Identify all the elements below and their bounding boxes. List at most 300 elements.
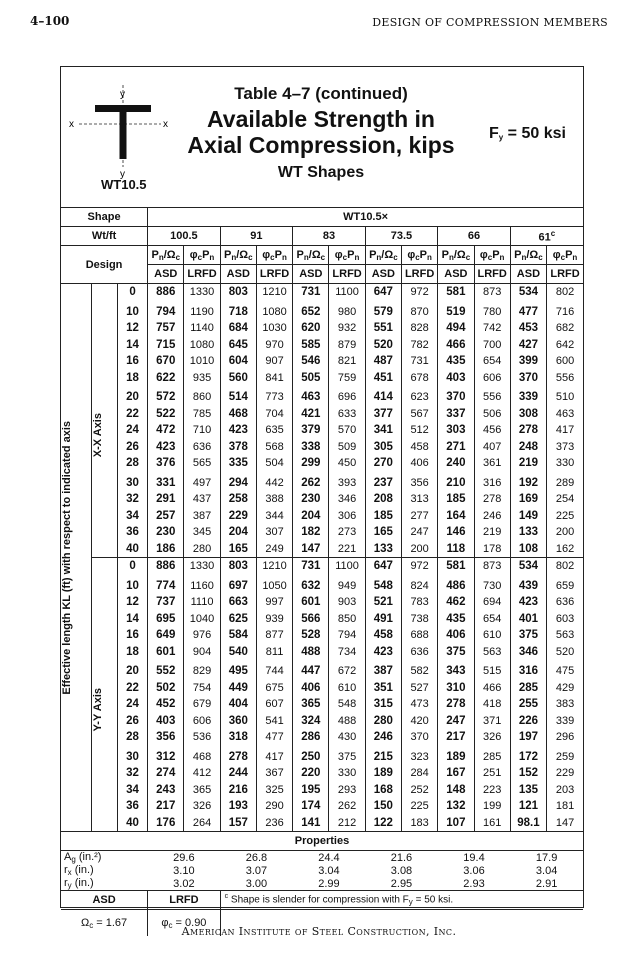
kl-value: 24 bbox=[126, 698, 139, 711]
kl-value: 22 bbox=[126, 407, 139, 420]
asd-value: 98.1 bbox=[510, 815, 546, 832]
asd-value: 505 bbox=[293, 370, 329, 387]
lrfd-footer-label: LRFD bbox=[148, 891, 221, 910]
asd-value: 280 bbox=[365, 713, 401, 730]
table-row bbox=[61, 680, 583, 697]
asd-value: 165 bbox=[365, 524, 401, 541]
lrfd-value: 509 bbox=[329, 439, 365, 456]
asd-value: 406 bbox=[293, 680, 329, 697]
asd-value: 150 bbox=[365, 798, 401, 815]
lrfd-value: 802 bbox=[547, 558, 583, 575]
lrfd-value: 907 bbox=[256, 353, 292, 370]
lrfd-value: 773 bbox=[256, 386, 292, 406]
table-row bbox=[61, 439, 583, 456]
lrfd-value: 442 bbox=[256, 472, 292, 492]
property-label: $r_x$ (in.) bbox=[64, 864, 94, 877]
asd-value: 715 bbox=[148, 337, 184, 354]
lrfd-value: 326 bbox=[184, 798, 220, 815]
lrfd-value: 345 bbox=[184, 524, 220, 541]
asd-value: 403 bbox=[148, 713, 184, 730]
asd-value: 195 bbox=[293, 782, 329, 799]
asd-value: 370 bbox=[438, 386, 474, 406]
property-value: 3.10 bbox=[173, 864, 195, 877]
asd-value: 560 bbox=[220, 370, 256, 387]
asd-value: 546 bbox=[293, 353, 329, 370]
lrfd-value: 679 bbox=[184, 696, 220, 713]
asd-value: 152 bbox=[510, 765, 546, 782]
asd-value: 305 bbox=[365, 439, 401, 456]
table-row bbox=[61, 558, 583, 575]
kl-value: 22 bbox=[126, 681, 139, 694]
table-row bbox=[61, 798, 583, 815]
kl-axis-label-cell bbox=[61, 284, 91, 832]
asd-value: 197 bbox=[510, 729, 546, 746]
lrfd-value: 949 bbox=[329, 575, 365, 595]
lrfd-value: 420 bbox=[401, 713, 437, 730]
asd-value: 581 bbox=[438, 284, 474, 301]
asd-value: 387 bbox=[365, 660, 401, 680]
table-title-line1: Available Strength in bbox=[207, 106, 435, 132]
lrfd-value: 794 bbox=[329, 627, 365, 644]
asd-value: 427 bbox=[510, 337, 546, 354]
lrfd-value: 659 bbox=[547, 575, 583, 595]
asd-value: 803 bbox=[220, 284, 256, 301]
y-axis-bottom-label: y bbox=[120, 169, 125, 180]
asd-value: 463 bbox=[293, 386, 329, 406]
lrfd-value: 1110 bbox=[184, 594, 220, 611]
phi-value: $\varphi_c = 0.90$ bbox=[148, 910, 221, 937]
lrfd-value: 223 bbox=[474, 782, 510, 799]
lrfd-value: 162 bbox=[547, 541, 583, 558]
table-row bbox=[61, 696, 583, 713]
table-row bbox=[61, 284, 583, 301]
lrfd-value: 437 bbox=[184, 491, 220, 508]
lrfd-value: 688 bbox=[401, 627, 437, 644]
asd-value: 147 bbox=[293, 541, 329, 558]
table-row bbox=[61, 455, 583, 472]
lrfd-value: 860 bbox=[184, 386, 220, 406]
lrfd-value: 252 bbox=[401, 782, 437, 799]
table-row bbox=[61, 815, 583, 832]
asd-value: 135 bbox=[510, 782, 546, 799]
lrfd-value: 563 bbox=[474, 644, 510, 661]
asd-value: 226 bbox=[510, 713, 546, 730]
asd-value: 312 bbox=[148, 746, 184, 766]
kl-value: 28 bbox=[126, 457, 139, 470]
lrfd-value: 181 bbox=[547, 798, 583, 815]
kl-value: 0 bbox=[129, 286, 136, 299]
property-row bbox=[61, 851, 583, 865]
lrfd-value: 290 bbox=[256, 798, 292, 815]
asd-value: 435 bbox=[438, 611, 474, 628]
lrfd-value: 606 bbox=[184, 713, 220, 730]
asd-value: 356 bbox=[148, 729, 184, 746]
asd-value: 649 bbox=[148, 627, 184, 644]
lrfd-value: 877 bbox=[256, 627, 292, 644]
asd-value: 257 bbox=[148, 508, 184, 525]
design-header: Design bbox=[61, 246, 148, 284]
lrfd-value: 219 bbox=[474, 524, 510, 541]
lrfd-value: 879 bbox=[329, 337, 365, 354]
asd-value: 148 bbox=[438, 782, 474, 799]
asd-value: 331 bbox=[148, 472, 184, 492]
asd-value: 343 bbox=[438, 660, 474, 680]
kl-value: 24 bbox=[126, 424, 139, 437]
table-row bbox=[61, 508, 583, 525]
asd-value: 423 bbox=[148, 439, 184, 456]
asd-value: 488 bbox=[293, 644, 329, 661]
lrfd-value: 229 bbox=[547, 765, 583, 782]
table-row bbox=[61, 746, 583, 766]
lrfd-value: 754 bbox=[184, 680, 220, 697]
lrfd-value: 1040 bbox=[184, 611, 220, 628]
lrfd-value: 903 bbox=[329, 594, 365, 611]
lrfd-value: 504 bbox=[256, 455, 292, 472]
lrfd-value: 904 bbox=[184, 644, 220, 661]
asd-value: 141 bbox=[293, 815, 329, 832]
lrfd-value: 1210 bbox=[256, 284, 292, 301]
asd-value: 375 bbox=[510, 627, 546, 644]
property-value: 21.6 bbox=[390, 851, 413, 864]
slender-footnote: $^c$ Shape is slender for compression with $F_y = 50$ ksi. bbox=[220, 891, 583, 910]
lrfd-value: 548 bbox=[329, 696, 365, 713]
asd-value: 133 bbox=[510, 524, 546, 541]
property-value: 3.00 bbox=[245, 877, 268, 890]
lrfd-value: 200 bbox=[401, 541, 437, 558]
asd-value: 341 bbox=[365, 422, 401, 439]
asd-value: 774 bbox=[148, 575, 184, 595]
asd-value: 278 bbox=[510, 422, 546, 439]
lrfd-value: 473 bbox=[401, 696, 437, 713]
lrfd-value: 406 bbox=[401, 455, 437, 472]
lrfd-value: 418 bbox=[474, 696, 510, 713]
kl-value: 40 bbox=[126, 816, 139, 829]
lrfd-value: 456 bbox=[474, 422, 510, 439]
lrfd-value: 512 bbox=[401, 422, 437, 439]
lrfd-value: 536 bbox=[184, 729, 220, 746]
asd-value: 737 bbox=[148, 594, 184, 611]
lrfd-value: 289 bbox=[547, 472, 583, 492]
asd-value: 167 bbox=[438, 765, 474, 782]
lrfd-value: 407 bbox=[474, 439, 510, 456]
pn-omega-header: $P_n/\Omega_c$ bbox=[365, 246, 401, 265]
asd-value: 185 bbox=[365, 508, 401, 525]
lrfd-value: 515 bbox=[474, 660, 510, 680]
table-row bbox=[61, 370, 583, 387]
lrfd-value: 1100 bbox=[329, 284, 365, 301]
phi-pn-header: $\varphi_cP_n$ bbox=[256, 246, 292, 265]
asd-value: 122 bbox=[365, 815, 401, 832]
lrfd-value: 1010 bbox=[184, 353, 220, 370]
lrfd-value: 488 bbox=[329, 713, 365, 730]
asd-value: 423 bbox=[365, 644, 401, 661]
lrfd-value: 731 bbox=[401, 353, 437, 370]
phi-pn-header: $\varphi_cP_n$ bbox=[474, 246, 510, 265]
lrfd-value: 477 bbox=[256, 729, 292, 746]
lrfd-value: 802 bbox=[547, 284, 583, 301]
lrfd-value: 782 bbox=[401, 337, 437, 354]
asd-value: 534 bbox=[510, 284, 546, 301]
table-row bbox=[61, 301, 583, 321]
asd-value: 286 bbox=[293, 729, 329, 746]
kl-value: 30 bbox=[126, 750, 139, 763]
property-value: 3.02 bbox=[173, 877, 195, 890]
weight-header: 91 bbox=[220, 227, 293, 246]
asd-value: 108 bbox=[510, 541, 546, 558]
lrfd-value: 249 bbox=[256, 541, 292, 558]
property-value: 3.06 bbox=[463, 864, 485, 877]
asd-value: 243 bbox=[148, 782, 184, 799]
lrfd-value: 633 bbox=[329, 406, 365, 423]
kl-value: 30 bbox=[126, 476, 139, 489]
lrfd-value: 1190 bbox=[184, 301, 220, 321]
lrfd-value: 259 bbox=[547, 746, 583, 766]
lrfd-value: 326 bbox=[474, 729, 510, 746]
table-row bbox=[61, 406, 583, 423]
pn-omega-header: $P_n/\Omega_c$ bbox=[148, 246, 184, 265]
table-row bbox=[61, 782, 583, 799]
shape-designation: WT10.5 bbox=[101, 177, 147, 192]
table-row bbox=[61, 644, 583, 661]
table-title-line2: Axial Compression, kips bbox=[187, 132, 455, 158]
asd-value: 182 bbox=[293, 524, 329, 541]
lrfd-value: 759 bbox=[329, 370, 365, 387]
table-row bbox=[61, 729, 583, 746]
axis-name-cell bbox=[91, 558, 117, 832]
asd-value: 255 bbox=[510, 696, 546, 713]
asd-value: 230 bbox=[293, 491, 329, 508]
lrfd-header: LRFD bbox=[329, 265, 365, 284]
asd-value: 246 bbox=[365, 729, 401, 746]
asd-value: 258 bbox=[220, 491, 256, 508]
table-row bbox=[61, 575, 583, 595]
phi-pn-header: $\varphi_cP_n$ bbox=[547, 246, 583, 265]
phi-pn-header: $\varphi_cP_n$ bbox=[329, 246, 365, 265]
asd-value: 647 bbox=[365, 284, 401, 301]
lrfd-value: 654 bbox=[474, 353, 510, 370]
lrfd-value: 603 bbox=[547, 611, 583, 628]
asd-value: 421 bbox=[293, 406, 329, 423]
table-row bbox=[61, 472, 583, 492]
lrfd-value: 582 bbox=[401, 660, 437, 680]
kl-value: 18 bbox=[126, 371, 139, 384]
lrfd-value: 716 bbox=[547, 301, 583, 321]
lrfd-value: 361 bbox=[474, 455, 510, 472]
asd-value: 462 bbox=[438, 594, 474, 611]
kl-value: 34 bbox=[126, 783, 139, 796]
phi-pn-header: $\varphi_cP_n$ bbox=[401, 246, 437, 265]
lrfd-value: 254 bbox=[547, 491, 583, 508]
asd-value: 316 bbox=[510, 660, 546, 680]
lrfd-value: 520 bbox=[547, 644, 583, 661]
asd-value: 439 bbox=[510, 575, 546, 595]
asd-value: 164 bbox=[438, 508, 474, 525]
lrfd-value: 264 bbox=[184, 815, 220, 832]
lrfd-value: 497 bbox=[184, 472, 220, 492]
asd-value: 584 bbox=[220, 627, 256, 644]
asd-value: 601 bbox=[293, 594, 329, 611]
lrfd-value: 785 bbox=[184, 406, 220, 423]
asd-value: 365 bbox=[293, 696, 329, 713]
property-row bbox=[61, 864, 583, 877]
asd-value: 210 bbox=[438, 472, 474, 492]
lrfd-value: 678 bbox=[401, 370, 437, 387]
kl-value: 0 bbox=[117, 558, 147, 575]
asd-value: 107 bbox=[438, 815, 474, 832]
lrfd-value: 417 bbox=[547, 422, 583, 439]
lrfd-value: 199 bbox=[474, 798, 510, 815]
asd-value: 695 bbox=[148, 611, 184, 628]
lrfd-value: 450 bbox=[329, 455, 365, 472]
asd-value: 435 bbox=[438, 353, 474, 370]
axis-name-cell bbox=[91, 284, 117, 558]
asd-value: 886 bbox=[148, 284, 184, 301]
lrfd-value: 278 bbox=[474, 491, 510, 508]
pn-omega-header: $P_n/\Omega_c$ bbox=[510, 246, 546, 265]
lrfd-value: 607 bbox=[256, 696, 292, 713]
x-axis-right-label: x bbox=[163, 119, 168, 130]
kl-value: 20 bbox=[126, 391, 139, 404]
asd-value: 625 bbox=[220, 611, 256, 628]
lrfd-value: 307 bbox=[256, 524, 292, 541]
lrfd-value: 356 bbox=[401, 472, 437, 492]
asd-value: 274 bbox=[148, 765, 184, 782]
lrfd-value: 850 bbox=[329, 611, 365, 628]
lrfd-value: 330 bbox=[547, 455, 583, 472]
asd-value: 647 bbox=[365, 558, 401, 575]
kl-value: 12 bbox=[126, 322, 139, 335]
asd-value: 522 bbox=[148, 406, 184, 423]
asd-value: 423 bbox=[220, 422, 256, 439]
lrfd-value: 570 bbox=[329, 422, 365, 439]
phi-pn-header: $\varphi_cP_n$ bbox=[184, 246, 220, 265]
shape-name: WT10.5× bbox=[148, 208, 583, 227]
asd-value: 189 bbox=[365, 765, 401, 782]
asd-value: 519 bbox=[438, 301, 474, 321]
kl-value: 28 bbox=[126, 731, 139, 744]
lrfd-value: 183 bbox=[401, 815, 437, 832]
asd-value: 552 bbox=[148, 660, 184, 680]
lrfd-value: 247 bbox=[401, 524, 437, 541]
asd-value: 404 bbox=[220, 696, 256, 713]
asd-value: 208 bbox=[365, 491, 401, 508]
lrfd-header: LRFD bbox=[547, 265, 583, 284]
lrfd-value: 203 bbox=[547, 782, 583, 799]
lrfd-value: 841 bbox=[256, 370, 292, 387]
page-footer bbox=[0, 925, 638, 938]
asd-value: 803 bbox=[220, 558, 256, 575]
lrfd-value: 972 bbox=[401, 558, 437, 575]
table-row bbox=[61, 594, 583, 611]
asd-value: 632 bbox=[293, 575, 329, 595]
asd-header: ASD bbox=[510, 265, 546, 284]
lrfd-value: 935 bbox=[184, 370, 220, 387]
table-subtitle: WT Shapes bbox=[277, 164, 365, 181]
asd-value: 423 bbox=[510, 594, 546, 611]
asd-value: 185 bbox=[438, 491, 474, 508]
asd-value: 270 bbox=[365, 455, 401, 472]
lrfd-value: 344 bbox=[256, 508, 292, 525]
asd-value: 375 bbox=[438, 644, 474, 661]
lrfd-value: 417 bbox=[256, 746, 292, 766]
asd-value: 370 bbox=[510, 370, 546, 387]
xx-axis-label: X-X Axis bbox=[91, 413, 104, 458]
table-row bbox=[61, 491, 583, 508]
lrfd-value: 367 bbox=[256, 765, 292, 782]
lrfd-value: 783 bbox=[401, 594, 437, 611]
asd-value: 216 bbox=[220, 782, 256, 799]
lrfd-value: 730 bbox=[474, 575, 510, 595]
lrfd-value: 370 bbox=[401, 729, 437, 746]
asd-value: 652 bbox=[293, 301, 329, 321]
asd-value: 406 bbox=[438, 627, 474, 644]
lrfd-value: 970 bbox=[256, 337, 292, 354]
asd-value: 168 bbox=[365, 782, 401, 799]
asd-value: 472 bbox=[148, 422, 184, 439]
table-row bbox=[61, 627, 583, 644]
kl-value: 18 bbox=[126, 645, 139, 658]
asd-value: 886 bbox=[148, 558, 184, 575]
kl-value: 14 bbox=[126, 612, 139, 625]
strength-table bbox=[61, 207, 583, 936]
asd-value: 414 bbox=[365, 386, 401, 406]
asd-value: 449 bbox=[220, 680, 256, 697]
asd-value: 670 bbox=[148, 353, 184, 370]
lrfd-value: 972 bbox=[401, 284, 437, 301]
lrfd-value: 468 bbox=[184, 746, 220, 766]
asd-value: 684 bbox=[220, 320, 256, 337]
asd-value: 794 bbox=[148, 301, 184, 321]
asd-value: 303 bbox=[438, 422, 474, 439]
asd-value: 174 bbox=[293, 798, 329, 815]
asd-value: 491 bbox=[365, 611, 401, 628]
asd-value: 133 bbox=[365, 541, 401, 558]
lrfd-value: 1050 bbox=[256, 575, 292, 595]
asd-value: 278 bbox=[438, 696, 474, 713]
asd-value: 466 bbox=[438, 337, 474, 354]
lrfd-value: 642 bbox=[547, 337, 583, 354]
lrfd-value: 466 bbox=[474, 680, 510, 697]
property-value: 3.08 bbox=[390, 864, 413, 877]
asd-value: 579 bbox=[365, 301, 401, 321]
property-value: 2.99 bbox=[318, 877, 340, 890]
lrfd-value: 506 bbox=[474, 406, 510, 423]
asd-value: 453 bbox=[510, 320, 546, 337]
lrfd-value: 873 bbox=[474, 558, 510, 575]
asd-value: 215 bbox=[365, 746, 401, 766]
lrfd-value: 280 bbox=[184, 541, 220, 558]
lrfd-value: 365 bbox=[184, 782, 220, 799]
lrfd-header: LRFD bbox=[184, 265, 220, 284]
lrfd-value: 375 bbox=[329, 746, 365, 766]
property-value: 2.93 bbox=[463, 877, 485, 890]
asd-value: 495 bbox=[220, 660, 256, 680]
table-row bbox=[61, 611, 583, 628]
asd-value: 204 bbox=[220, 524, 256, 541]
wtft-header: Wt/ft bbox=[61, 227, 148, 246]
asd-value: 250 bbox=[293, 746, 329, 766]
asd-value: 271 bbox=[438, 439, 474, 456]
lrfd-value: 556 bbox=[547, 370, 583, 387]
lrfd-value: 293 bbox=[329, 782, 365, 799]
weight-header: 66 bbox=[438, 227, 511, 246]
asd-value: 308 bbox=[510, 406, 546, 423]
asd-value: 360 bbox=[220, 713, 256, 730]
table-row bbox=[61, 765, 583, 782]
asd-value: 486 bbox=[438, 575, 474, 595]
table-row bbox=[61, 524, 583, 541]
asd-value: 294 bbox=[220, 472, 256, 492]
